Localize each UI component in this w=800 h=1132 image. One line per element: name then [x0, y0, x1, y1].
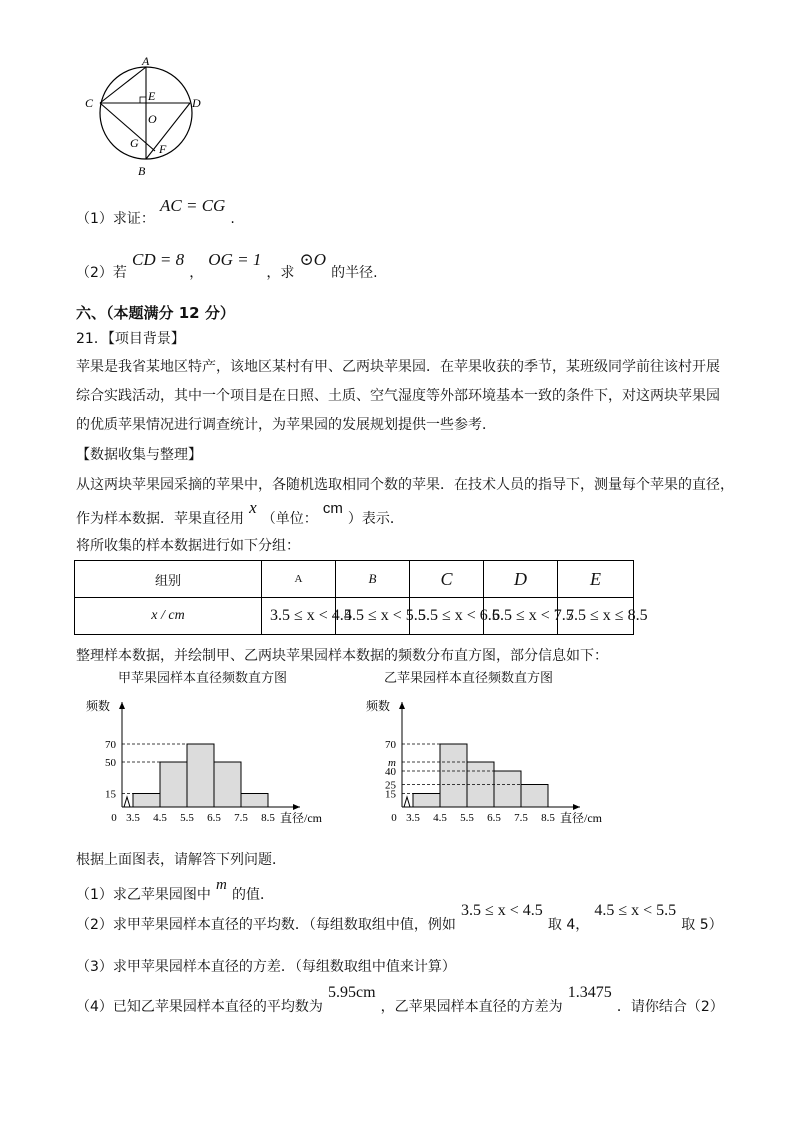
table-cell: 4.5 ≤ x < 5.5 [336, 598, 410, 635]
x-tick-label: 5.5 [460, 812, 474, 824]
questions-intro: 根据上面图表，请解答下列问题． [76, 852, 286, 868]
table-header-cell: 组别 [75, 561, 262, 598]
y-tick-label: 40 [385, 766, 396, 778]
x-axis-arrow [293, 804, 300, 810]
x-tick-label: 8.5 [541, 812, 555, 824]
label-C: C [85, 96, 94, 110]
bg-line-2: 综合实践活动，其中一个项目是在日照、土质、空气湿度等外部环境基本一致的条件下，对这两块苹果园 [76, 388, 720, 404]
histogram-jia [72, 690, 372, 835]
table-cell: 3.5 ≤ x < 4.5 [262, 598, 336, 635]
part1-math: AC = CG [160, 196, 226, 215]
y-axis-label: 频数 [366, 699, 391, 713]
table-cell: 7.5 ≤ x ≤ 8.5 [558, 598, 634, 635]
q3-line: （3）求甲苹果园样本直径的方差．（每组数取组中值来计算） [76, 959, 456, 975]
y-axis-arrow [119, 702, 125, 709]
part1-line: （1）求证： AC = CG . [76, 196, 235, 227]
table-row-label: x / cm [75, 598, 262, 635]
y-tick-label: 25 [385, 779, 396, 792]
y-tick-label: 15 [385, 788, 396, 801]
chart-title-yi: 乙苹果园样本直径频数直方图 [384, 671, 554, 686]
table-row [75, 561, 634, 598]
label-G: G [130, 136, 139, 150]
q1-line: （1）求乙苹果园图中 m 的值． [76, 877, 274, 903]
y-tick-label: m [388, 757, 396, 769]
x-tick-label: 5.5 [180, 812, 194, 824]
x-tick-label: 6.5 [207, 812, 221, 824]
x-tick-label: 7.5 [234, 812, 248, 824]
label-E: E [148, 89, 156, 103]
table-row [75, 598, 634, 635]
histogram-bar [440, 744, 467, 807]
x-tick-label: 6.5 [487, 812, 501, 824]
q2-line: （2）求甲苹果园样本直径的平均数．（每组数取组中值，例如 3.5 ≤ x < 4.5 取 4， 4.5 ≤ x < 5.5 取 5） [76, 902, 723, 933]
group-intro: 将所收集的样本数据进行如下分组： [76, 538, 300, 554]
histogram-bar [160, 762, 187, 807]
histogram-bar [133, 794, 160, 808]
y-tick-label: 70 [385, 739, 396, 751]
y-tick-label: 15 [105, 788, 116, 801]
bg-line-1: 苹果是我省某地区特产，该地区某村有甲、乙两块苹果园．在苹果收获的季节，某班级同学前往该村开展 [76, 359, 720, 375]
x-tick-label: 7.5 [514, 812, 528, 824]
q21-head: 21．【项目背景】 [76, 331, 185, 347]
label-O: O [148, 112, 157, 126]
y-tick-label: 50 [105, 757, 116, 769]
y-axis-label: 频数 [86, 699, 111, 713]
x-tick-label: 0 [391, 812, 397, 824]
part2-line: （2）若 CD = 8 ， OG = 1 ，求 ⊙O 的半径. [76, 250, 378, 281]
table-header-cell: B [336, 561, 410, 598]
histogram-bar [214, 762, 241, 807]
histogram-bar [521, 785, 548, 808]
table-header-cell: E [558, 561, 634, 598]
data-line-1: 从这两块苹果园采摘的苹果中，各随机选取相同个数的苹果．在技术人员的指导下，测量每个苹果的直径， [76, 477, 734, 493]
data-line-2: 作为样本数据．苹果直径用 x （单位： cm ）表示． [76, 498, 404, 527]
circle-geometry-figure [80, 55, 210, 185]
x-axis-arrow [573, 804, 580, 810]
x-tick-label: 3.5 [406, 812, 420, 824]
y-axis-arrow [399, 702, 405, 709]
histogram-bar [241, 794, 268, 808]
y-tick-label: 70 [105, 739, 116, 751]
label-A: A [142, 54, 150, 68]
x-tick-label: 0 [111, 812, 117, 824]
bg-line-3: 的优质苹果情况进行调查统计，为苹果园的发展规划提供一些参考． [76, 417, 496, 433]
group-table [74, 560, 648, 635]
axis-break [124, 797, 130, 807]
after-table: 整理样本数据，并绘制甲、乙两块苹果园样本数据的频数分布直方图，部分信息如下： [76, 648, 608, 664]
label-B: B [138, 164, 146, 178]
chart-title-jia: 甲苹果园样本直径频数直方图 [118, 671, 288, 686]
x-tick-label: 4.5 [433, 812, 447, 824]
x-tick-label: 3.5 [126, 812, 140, 824]
x-tick-label: 8.5 [261, 812, 275, 824]
histogram-bar [187, 744, 214, 807]
q4-line: （4）已知乙苹果园样本直径的平均数为 5.95cm ，乙苹果园样本直径的方差为 1.3475 ．请你结合（2） [76, 984, 724, 1015]
axis-break [404, 797, 410, 807]
table-cell: 5.5 ≤ x < 6.5 [410, 598, 484, 635]
histogram-bar [494, 771, 521, 807]
table-header-cell: D [484, 561, 558, 598]
label-F: F [159, 142, 167, 156]
table-cell: 6.5 ≤ x < 7.5 [484, 598, 558, 635]
label-D: D [192, 96, 201, 110]
table-header-cell: A [262, 561, 336, 598]
table-header-cell: C [410, 561, 484, 598]
x-axis-label: 直径/cm [560, 811, 602, 825]
section-title: 六、（本题满分 12 分） [76, 304, 235, 322]
x-axis-label: 直径/cm [280, 811, 322, 825]
histogram-yi [352, 690, 652, 835]
x-tick-label: 4.5 [153, 812, 167, 824]
data-head: 【数据收集与整理】 [76, 447, 202, 463]
histogram-bar [413, 794, 440, 808]
